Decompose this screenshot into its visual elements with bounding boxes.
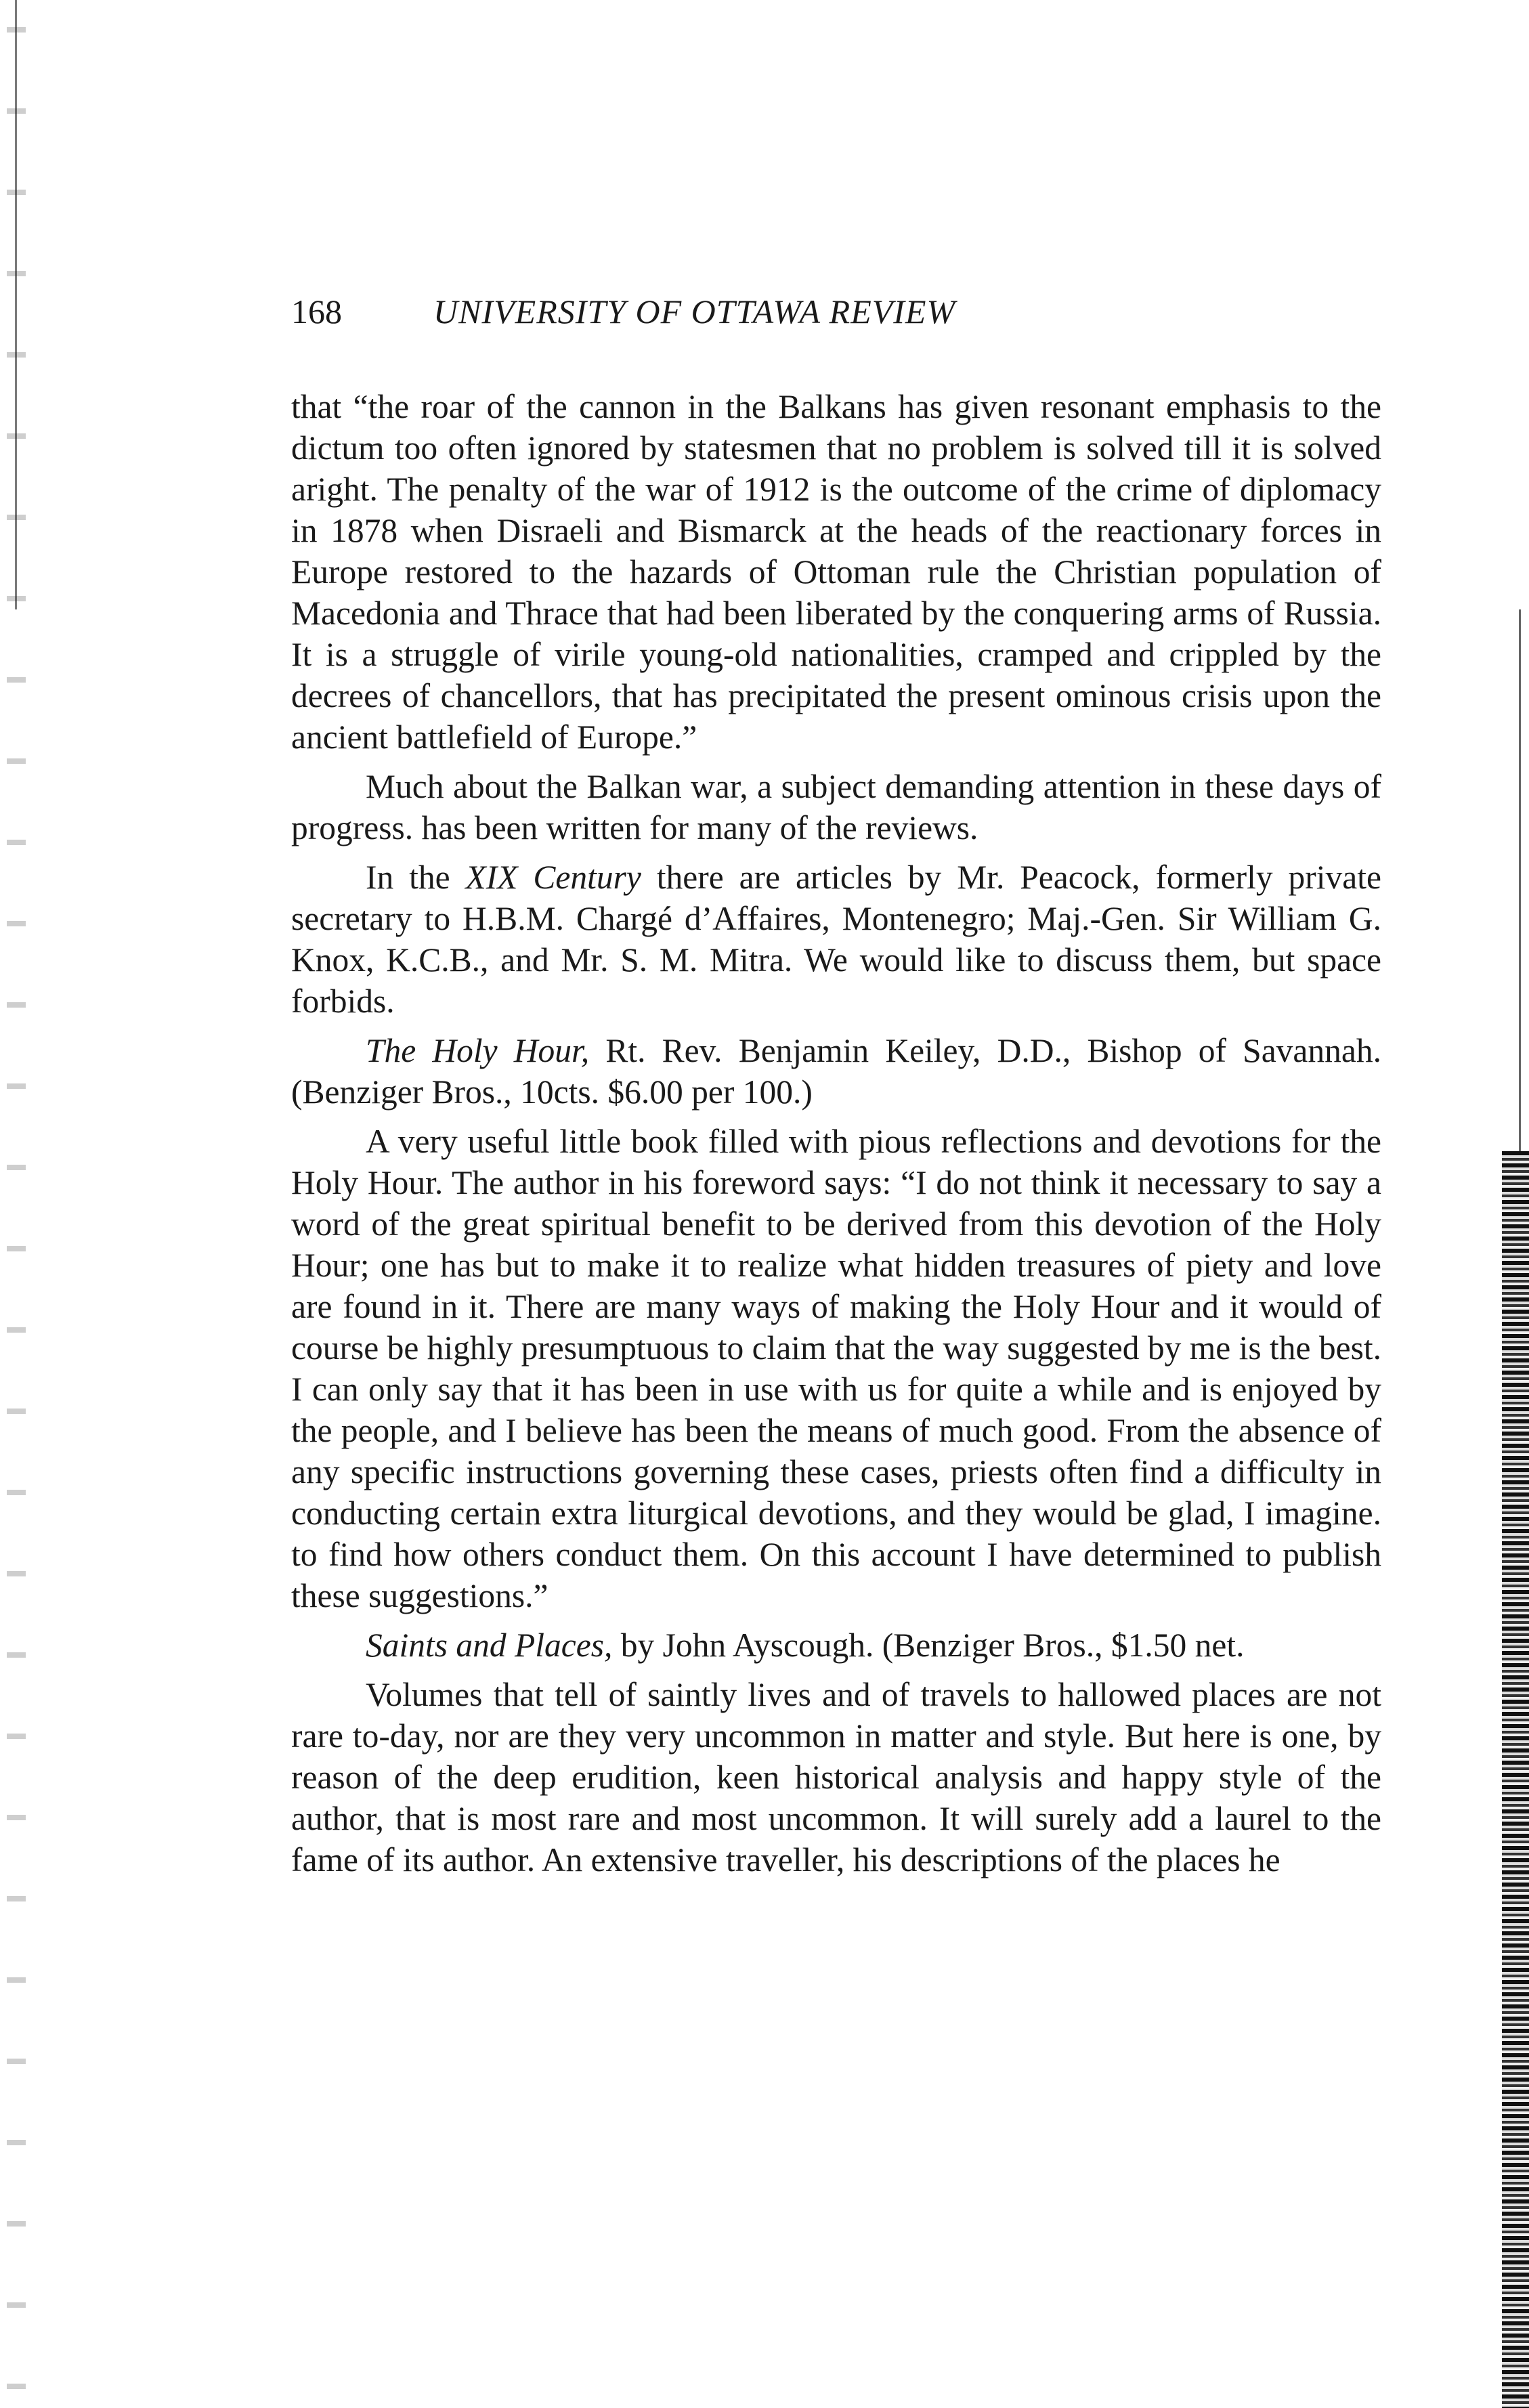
page-number: 168: [291, 293, 342, 330]
body-text: [291, 386, 1381, 1889]
running-title: UNIVERSITY OF OTTAWA REVIEW: [433, 293, 956, 330]
paragraph-holy-hour-citation: [291, 1030, 1381, 1113]
paragraph-balkan-war: Much about the Balkan war, a subject demanding attention in these days of progress. has been written for many of the reviews.: [291, 768, 1381, 846]
paragraph-xix-century: [291, 857, 1381, 1022]
text-fragment: In the: [366, 859, 466, 896]
text-fragment: there are articles by Mr. Peacock, formerly private secretary to H.B.M. Chargé d’Affaires, Montenegro; Maj.-Gen. Sir William G. Knox, K.C.B., and Mr. S. M. Mitra. We would like to discuss them, but space forbids.: [291, 859, 1381, 1020]
paragraph-saints-places-review: Volumes that tell of saintly lives and of travels to hallowed places are not rare to-day, nor are they very uncommon in matter and style. But here is one, by reason of the deep erudition, keen historical analysis and happy style of the author, that is most rare and most uncommon. It will surely add a laurel to the fame of its author. An extensive traveller, his descriptions of the places he: [291, 1676, 1381, 1878]
scan-edge-right: [1502, 1151, 1529, 2408]
page-header: [291, 284, 1388, 339]
book-title-holy-hour: The Holy Hour,: [366, 1032, 590, 1069]
text-fragment: Rt. Rev. Benjamin Keiley, D.D., Bishop of Savannah. (Benziger Bros., 10cts. $6.00 per 100.): [291, 1032, 1381, 1111]
book-title-saints-places: Saints and Places,: [366, 1627, 613, 1664]
paragraph-quote-continuation: that “the roar of the cannon in the Balkans has given resonant emphasis to the dictum too often ignored by statesmen that no problem is solved till it is solved aright. The penalty of the war of 1912 is the outcome of the crime of diplomacy in 1878 when Disraeli and Bismarck at the heads of the reactionary forces in Europe restored to the hazards of Ottoman rule the Christian population of Macedonia and Thrace that had been liberated by the conquering arms of Russia. It is a struggle of virile young-old nationalities, cramped and crippled by the decrees of chancellors, that has precipitated the present ominous crisis upon the ancient battlefield of Europe.”: [291, 388, 1381, 756]
text-fragment: by John Ayscough. (Benziger Bros., $1.50 net.: [612, 1627, 1245, 1664]
scan-edge-left-line: [15, 0, 17, 609]
journal-title: XIX Century: [465, 859, 641, 896]
scan-edge-right-line: [1519, 609, 1521, 1151]
paragraph-saints-places-citation: [291, 1625, 1381, 1666]
paragraph-holy-hour-review: A very useful little book filled with pious reflections and devotions for the Holy Hour. The author in his foreword says: “I do not think it necessary to say a word of the great spiritual benefit to be derived from this devotion of the Holy Hour; one has but to make it to realize what hidden treasures of piety and love are found in it. There are many ways of making the Holy Hour and it would of course be highly presumptuous to claim that the way suggested by me is the best. I can only say that it has been in use with us for quite a while and is enjoyed by the people, and I believe has been the means of much good. From the absence of any specific instructions governing these cases, priests often find a difficulty in conducting certain extra liturgical devotions, and they would be glad, I imagine. to find how others conduct them. On this account I have determined to publish these suggestions.”: [291, 1123, 1381, 1614]
